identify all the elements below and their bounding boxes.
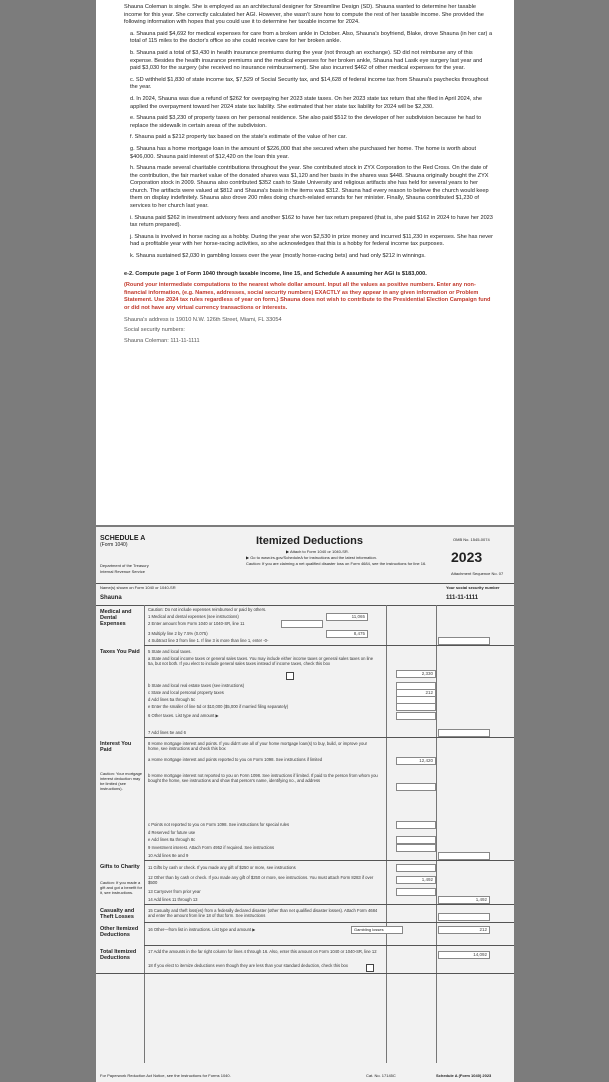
line-caution: Caution: Do not include expenses reimbursed or paid by others.	[148, 607, 267, 612]
problem-item-b: b. Shauna paid a total of $3,430 in health insurance premiums during the year (not through an exchange). SD did not reimburse any of this expense. Besides the health insurance premiums and the medical expenses for her broken ankle, Shauna had Lasik eye surgery last year and paid $3,030 for the surgery (she received no insurance reimbursement). She also incurred $462 of other medical expenses for the year.	[130, 49, 483, 72]
line-14-input[interactable]	[438, 896, 490, 904]
divider	[144, 945, 514, 946]
line-3-value: 8,475	[353, 631, 365, 636]
section-gifts-note: Caution: If you made a gift and got a benefit for it, see instructions.	[100, 880, 143, 895]
line-14-value: 1,492	[475, 897, 487, 902]
line-8: 8 Home mortgage interest and points. If you didn't use all of your home mortgage loan(s) to buy, build, or improve your home, see instructions and check this box	[148, 741, 368, 751]
line-17-value: 14,092	[473, 952, 487, 957]
line-5e-input[interactable]	[396, 703, 436, 711]
section-interest-note: Caution: Your mortgage interest deduction may be limited (see instructions).	[100, 771, 143, 791]
problem-ssn-label: Social security numbers:	[124, 327, 185, 334]
line-8b: b Home mortgage interest not reported to you on Form 1098. See instructions if limited. If paid to the person from whom you bought the home, see instructions and show that person's name, identifying no., and address	[148, 773, 378, 783]
line-1: 1 Medical and dental expenses (see instructions)	[148, 614, 239, 619]
line-12-value: 1,492	[421, 877, 433, 882]
line-8a-input[interactable]	[396, 757, 436, 765]
line-5e: e Enter the smaller of line 5d or $10,000 ($5,000 if married filing separately)	[148, 704, 289, 709]
line-9-input[interactable]	[396, 844, 436, 852]
footer-form-id: Schedule A (Form 1040) 2023	[436, 1073, 492, 1078]
problem-intro: Shauna Coleman is single. She is employed as an architectural designer for Streamline Design (SD). Shauna wanted to determine her taxable income for this year. She correctly calculated her AGI. However, she wasn't sure how to compute the rest of her taxable income. She provided the following information with hopes that you could use it to determine her taxable income for 2024.	[124, 4, 484, 26]
line-8a: a Home mortgage interest and points reported to you on Form 1098. See instructions if limited	[148, 757, 323, 762]
attachment-sequence: Attachment Sequence No. 07	[451, 571, 504, 576]
line-13: 13 Carryover from prior year	[148, 889, 201, 894]
line-10-input[interactable]	[438, 852, 490, 860]
problem-ssn-line: Shauna Coleman: 111-11-1111	[124, 337, 200, 344]
caution-line: Caution: If you are claiming a net qualified disaster loss on Form 4684, see the instructions for line 16.	[246, 561, 427, 566]
dept-treasury: Department of the Treasury	[100, 563, 149, 568]
line-2-input[interactable]	[281, 620, 323, 628]
line-4: 4 Subtract line 3 from line 1. If line 3 is more than line 1, enter -0-	[148, 638, 269, 643]
line-5a-checkbox[interactable]	[286, 672, 294, 680]
line-5b: b State and local real estate taxes (see instructions)	[148, 683, 245, 688]
problem-item-f: f. Shauna paid a $212 property tax based on the state's estimate of the value of her car.	[130, 134, 347, 141]
line-5a-input[interactable]	[396, 670, 436, 678]
problem-item-e: e. Shauna paid $3,230 of property taxes on her personal residence. She also paid $512 to the developer of her subdivision because he had to replace the sidewalk in certain areas of the subdivision.	[130, 115, 482, 129]
line-16-value: 212	[479, 927, 487, 932]
section-total: Total Itemized Deductions	[100, 949, 137, 961]
problem-item-d: d. In 2024, Shauna was due a refund of $262 for overpaying her 2023 state taxes. On her 2023 state tax return that she filed in April 2024, she applied the overpayment toward her 2024 state tax liability. She estimated that her state tax liability for 2024 will be $2,330.	[130, 95, 483, 110]
line-18-checkbox[interactable]	[366, 964, 374, 972]
line-12-input[interactable]	[396, 876, 436, 884]
line-8e: e Add lines 8a through 8c	[148, 837, 196, 842]
line-1-input[interactable]	[326, 613, 368, 621]
divider	[144, 860, 514, 861]
line-9: 9 Investment interest. Attach Form 4952 if required. See instructions	[148, 845, 275, 850]
line-5a: a State and local income taxes or general sales taxes. You may include either income taxes or general sales taxes on line 5a, but not both. If you elect to include general sales taxes instead of income taxes, check this box	[148, 656, 374, 666]
divider	[96, 605, 514, 606]
attach-line: ▶ Attach to Form 1040 or 1040-SR.	[286, 549, 349, 554]
line-12: 12 Other than by cash or check. If you made any gift of $250 or more, see instructions. You must attach Form 8283 if over $500	[148, 875, 374, 885]
section-medical: Medical and Dental Expenses	[100, 609, 132, 627]
line-8e-input[interactable]	[396, 836, 436, 844]
line-10: 10 Add lines 8e and 9	[148, 853, 189, 858]
omb-number: OMB No. 1545-0074	[453, 537, 490, 542]
name-value: Shauna	[100, 595, 122, 601]
line-8d: d Reserved for future use	[148, 830, 196, 835]
department	[100, 563, 149, 575]
name-label: Name(s) shown on Form 1040 or 1040-SR	[100, 585, 176, 590]
line-15-input[interactable]	[438, 913, 490, 921]
column-divider	[436, 605, 437, 1063]
line-17: 17 Add the amounts in the far right column for lines 4 through 16. Also, enter this amount on Form 1040 or 1040-SR, line 12	[148, 949, 377, 954]
line-13-input[interactable]	[396, 888, 436, 896]
line-5a-value: 2,330	[421, 671, 433, 676]
section-divider	[144, 605, 145, 1063]
line-11-input[interactable]	[396, 864, 436, 872]
ssn-label: Your social security number	[446, 585, 500, 590]
line-8b-input[interactable]	[396, 783, 436, 791]
problem-statement	[96, 0, 514, 525]
goto-line: ▶ Go to www.irs.gov/ScheduleA for instructions and the latest information.	[246, 555, 377, 560]
schedule-header	[100, 535, 145, 548]
line-6-input[interactable]	[396, 712, 436, 720]
dept-irs: Internal Revenue Service	[100, 569, 145, 574]
line-3: 3 Multiply line 2 by 7.5% (0.075)	[148, 631, 208, 636]
line-11: 11 Gifts by cash or check. If you made any gift of $250 or more, see instructions	[148, 865, 296, 870]
line-18: 18 If you elect to itemize deductions even though they are less than your standard deduction, check this box	[148, 963, 348, 968]
footer-paperwork: For Paperwork Reduction Act Notice, see the Instructions for Forms 1040.	[100, 1073, 231, 1078]
problem-item-c: c. SD withheld $1,830 of state income tax, $7,529 of Social Security tax, and $14,628 of federal income tax from Shauna's paychecks throughout the year.	[130, 76, 489, 91]
line-2: 2 Enter amount from Form 1040 or 1040-SR, line 11	[148, 621, 245, 626]
problem-item-g: g. Shauna has a home mortgage loan in the amount of $226,000 that she secured when she purchased her home. The home is worth about $406,000. Shauna paid interest of $12,420 on the loan this year.	[130, 145, 477, 160]
divider	[96, 973, 514, 974]
problem-item-h: h. Shauna made several charitable contributions throughout the year. She contributed stock in ZYX Corporation to the Red Cross. On the date of the contribution, the fair market value of the donated shares was $1,120 and her basis in the shares was $448. Shauna originally bought the ZYX Corporation stock in 2009. Shauna also contributed $352 cash to State University and religious artifacts she has held for several years to her church. The artifacts were valued at $812 and Shauna's basis in the items was $312. Shauna had every reason to believe the church would keep them on display indefinitely. Shauna also drove 200 miles doing church-related errands for her minister. Finally, Shauna contributed $1,230 of services to her church last year.	[130, 165, 489, 210]
problem-task: e-2. Compute page 1 of Form 1040 through taxable income, line 15, and Schedule A assuming her AGI is $183,000.	[124, 270, 427, 277]
problem-item-j: j. Shauna is involved in horse racing as a hobby. During the year she won $2,530 in prize money and incurred $11,230 in expenses. She has never had a profitable year with her horse-racing activities, so she acknowledges that this is a hobby for federal income tax purposes.	[130, 233, 493, 248]
problem-instructions: (Round your intermediate computations to the nearest whole dollar amount. Input all the values as positive numbers. Enter any non-financial information, (e.g. Names, addresses, social security numbers) EXACTLY as they appear in any given information or Problem Statement. Use 2024 tax rules regardless of year on form.) Shauna does not wish to contribute to the Presidential Election Campaign fund or did not have any virtual currency transactions or interests.	[124, 282, 491, 311]
section-taxes: Taxes You Paid	[100, 649, 140, 655]
line-16-type-value: Gambling losses	[354, 927, 384, 932]
footer-cat-no: Cat. No. 17145C	[366, 1073, 396, 1078]
line-7: 7 Add lines 5e and 6	[148, 730, 186, 735]
line-16: 16 Other—from list in instructions. List type and amount ▶	[148, 927, 256, 932]
line-14: 14 Add lines 11 through 13	[148, 897, 198, 902]
line-6: 6 Other taxes. List type and amount ▶	[148, 713, 219, 718]
schedule-form-no: (Form 1040)	[100, 542, 128, 548]
line-8c: c Points not reported to you on Form 1098. See instructions for special rules	[148, 822, 290, 827]
section-gifts	[100, 864, 144, 895]
line-16-input[interactable]	[438, 926, 490, 934]
divider	[144, 904, 514, 905]
line-15: 15 Casualty and theft loss(es) from a federally declared disaster (other than net qualified disaster losses). Attach Form 4684 and enter the amount from line 18 of that form. See instructions	[148, 908, 378, 918]
line-5c-value: 212	[425, 690, 433, 695]
divider	[96, 583, 514, 584]
problem-item-a: a. Shauna paid $4,692 for medical expenses for care from a broken ankle in October. Also, Shauna's boyfriend, Blake, drove Shauna (in her car) a total of 115 miles to the doctor's office so she could receive care for her broken ankle.	[130, 30, 493, 45]
section-interest-title: Interest You Paid	[100, 741, 132, 753]
line-5d: d Add lines 5a through 5c	[148, 697, 196, 702]
line-5: 5 State and local taxes.	[148, 649, 192, 654]
section-casualty: Casualty and Theft Losses	[100, 908, 135, 920]
line-7-input[interactable]	[438, 729, 490, 737]
problem-item-k: k. Shauna sustained $2,030 in gambling losses over the year (mostly horse-racing bets) and had only $212 in winnings.	[130, 253, 426, 260]
form-title: Itemized Deductions	[256, 535, 363, 547]
ssn-value[interactable]: 111-11-1111	[446, 595, 479, 601]
section-interest	[100, 741, 144, 791]
schedule-a-form	[96, 527, 514, 1082]
section-gifts-title: Gifts to Charity	[100, 864, 140, 870]
tax-year: 2023	[451, 549, 483, 565]
divider	[144, 645, 514, 646]
line-8c-input[interactable]	[396, 821, 436, 829]
line-17-input[interactable]	[438, 951, 490, 959]
line-1-value: 11,065	[351, 614, 365, 619]
section-other: Other Itemized Deductions	[100, 926, 139, 938]
line-16-type-input[interactable]	[351, 926, 403, 934]
line-4-input[interactable]	[438, 637, 490, 645]
line-8a-value: 12,420	[419, 758, 433, 763]
divider	[144, 922, 514, 923]
line-3-input[interactable]	[326, 630, 368, 638]
form-instructions	[246, 549, 436, 567]
schedule-name: SCHEDULE A	[100, 535, 146, 542]
problem-item-i: i. Shauna paid $262 in investment advisory fees and another $162 to have her tax return prepared (that is, she paid $162 in 2024 to have her 2023 tax return prepared).	[130, 214, 493, 229]
line-5c: c State and local personal property taxes	[148, 690, 224, 695]
divider	[144, 737, 514, 738]
problem-address: Shauna's address is 19010 N.W. 126th Street, Miami, FL 33054	[124, 316, 282, 323]
